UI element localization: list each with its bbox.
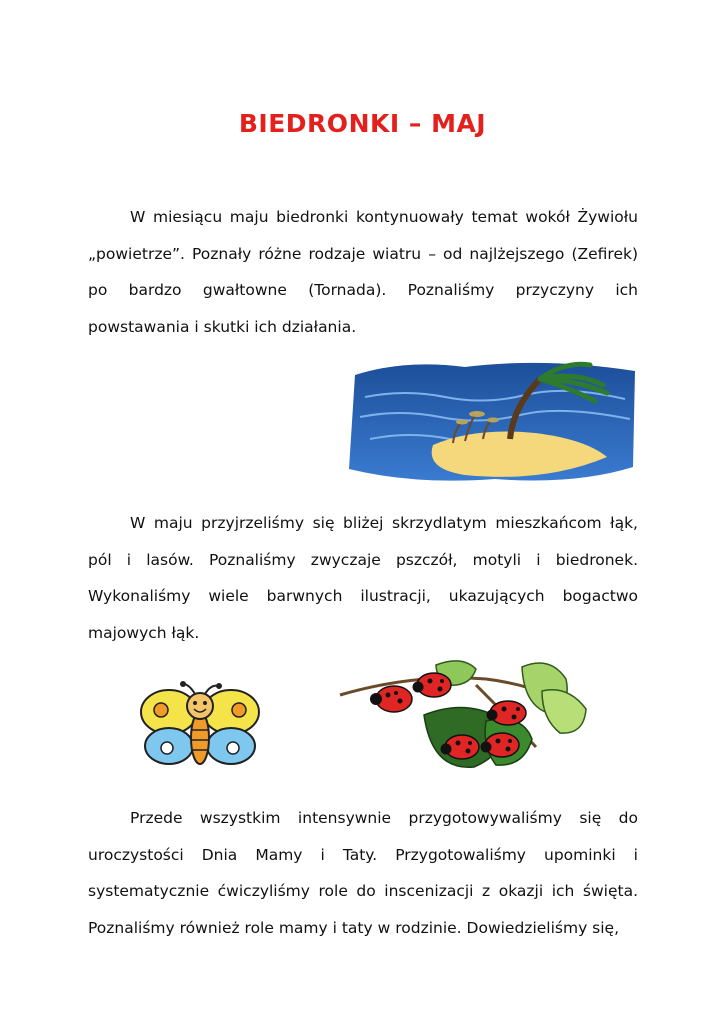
- paragraph-air-element: [88, 199, 638, 345]
- windy-island-palm-illustration: [345, 357, 637, 487]
- smiling-butterfly-illustration: [135, 678, 265, 773]
- ladybugs-on-leaves-illustration: [336, 655, 594, 781]
- page-title: BIEDRONKI – MAJ: [238, 108, 487, 138]
- paragraph-parents-day: [88, 800, 638, 946]
- paragraph-text: Przede wszystkim intensywnie przygotowywaliśmy się do uroczystości Dnia Mamy i Taty. Przygotowaliśmy upominki i systematycznie ćwiczyliśmy role do inscenizacji z okazji ich święta. Poznaliśmy również role mamy i taty w rodzinie. Dowiedzieliśmy się,: [88, 809, 638, 937]
- paragraph-text: W miesiącu maju biedronki kontynuowały temat wokół Żywiołu „powietrze”. Poznały różne rodzaje wiatru – od najlżejszego (Zefirek) po bardzo gwałtowne (Tornada). Poznaliśmy przyczyny ich powstawania i skutki ich działania.: [88, 208, 638, 336]
- paragraph-meadow-creatures: [88, 505, 638, 651]
- paragraph-text: W maju przyjrzeliśmy się bliżej skrzydlatym mieszkańcom łąk, pól i lasów. Poznaliśmy zwyczaje pszczół, motyli i biedronek. Wykonaliśmy wiele barwnych ilustracji, ukazujących bogactwo majowych łąk.: [88, 514, 638, 642]
